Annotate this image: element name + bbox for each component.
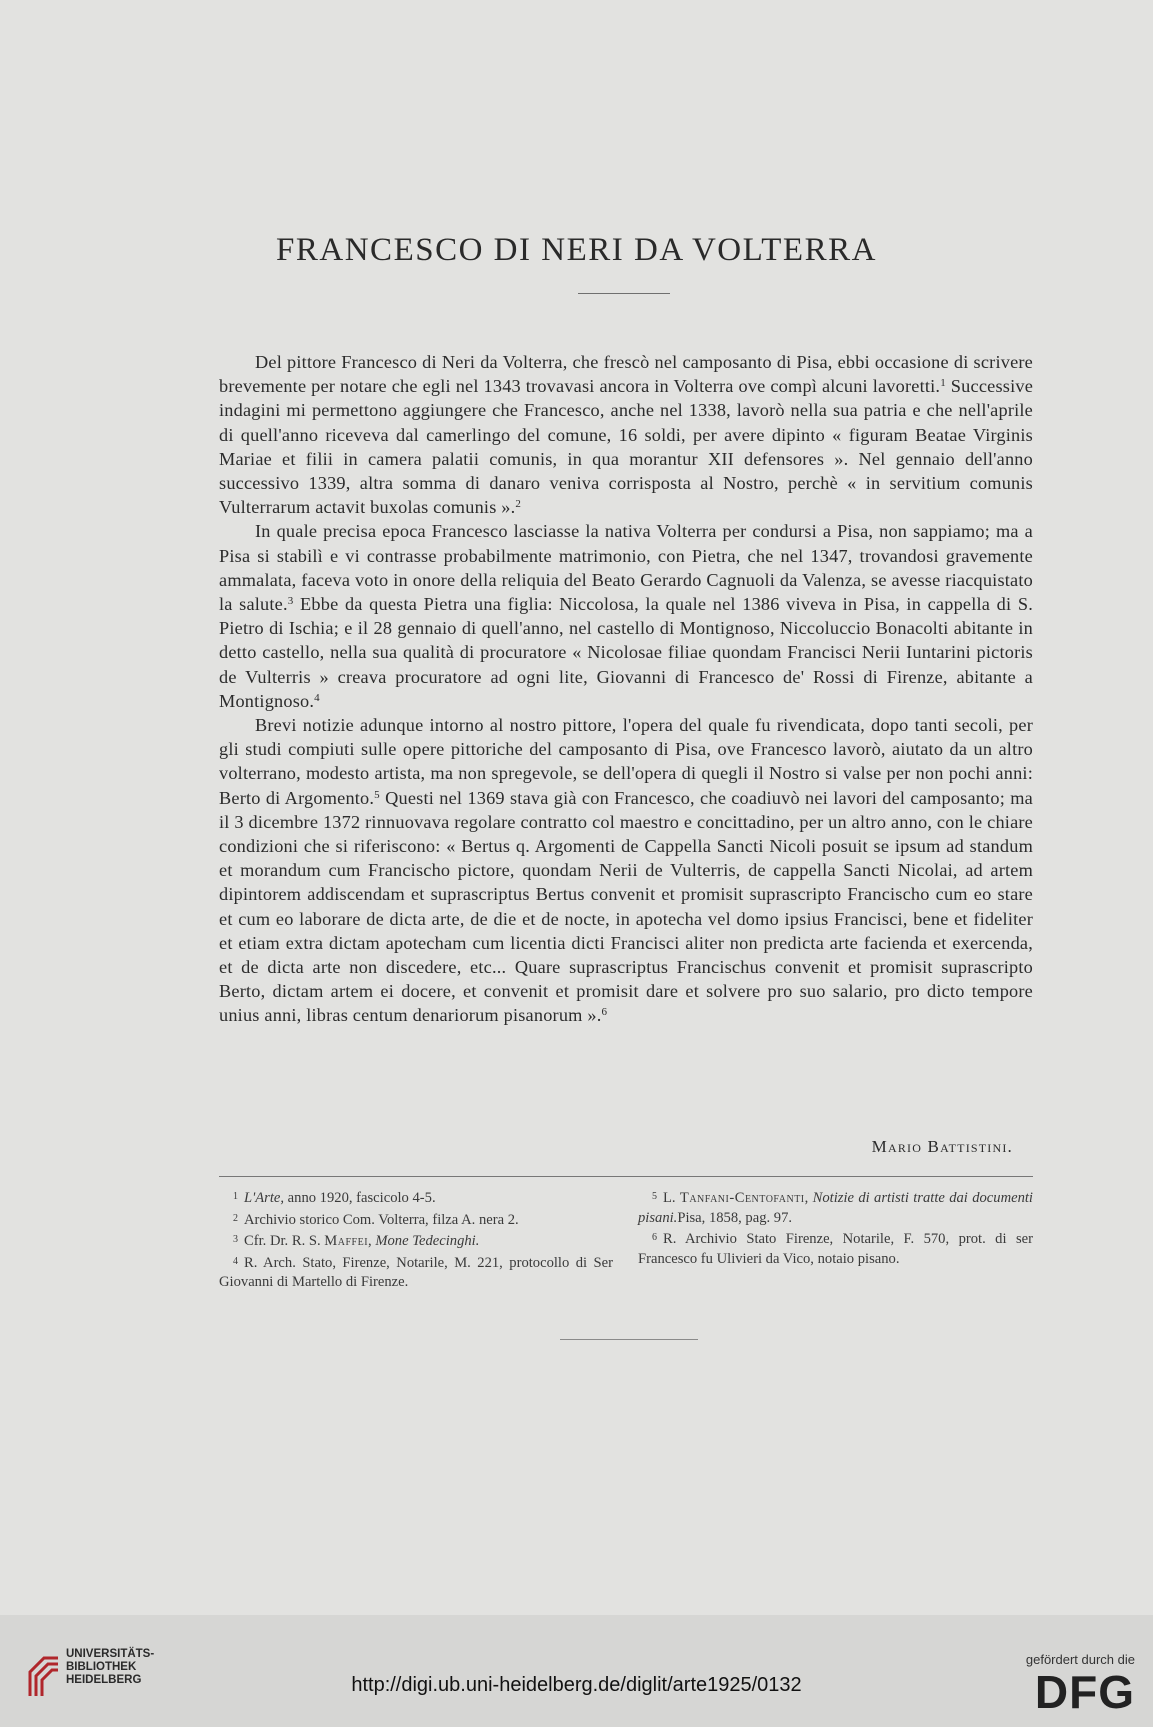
footnote (219, 1252, 613, 1293)
footnote (219, 1230, 613, 1252)
paragraph-text: Brevi notizie adunque intorno al nostro pittore, l'opera del quale fu rivendicata, dopo tanti secoli, per gli studi compiuti sulle opere pittoriche del camposanto di Pisa, ove Francesco lavorò, aiutato da un altro volterrano, modesto artista, ma non spregevole, se dell'opera di quegli il Nostro si valse per non pochi anni: Berto di Argomento. (219, 715, 1033, 808)
paragraph (219, 713, 1033, 1028)
paragraph (219, 350, 1033, 519)
footnote-text: Cfr. Dr. R. S. (244, 1233, 325, 1249)
footnote-marker[interactable]: 6 (601, 1006, 608, 1019)
footnote-number: 3 (233, 1234, 238, 1245)
paragraph-text: Questi nel 1369 stava già con Francesco, che coadiuvò nei lavori del camposanto; ma il 3 dicembre 1372 rinnuovava regolare contratto col maestro e concittadino, per un altro anno, con le chiare condizioni che si riferiscono: « Bertus q. Argomenti de Cappella Sancti Nicoli posuit se ipsum ad standum et morandum cum Francischo pictore, quondam Nerii de Vulterris, de cappella Sancti Nicolai, ad artem dipintorem addiscendam et suprascriptus Bertus convenit et promisit suprascripto Francischo cum eo stare et cum eo laborare de dicta arte, de die et de nocte, in apotecha vel domo ipsius Francisci, bene et fideliter et etiam extra dictam apotecham cum licentia dicti Francisci aliter non predicta arte facienda et exercenda, et de dicta arte non discedere, etc... Quare suprascriptus Francischus convenit et promisit suprascripto Berto, dictam artem ei docere, et convenit et promisit dare et solvere pro suo salario, pro dicto tempore unius anni, libras centum denariorum pisanorum ». (219, 787, 1033, 1026)
footnote-italic: Mone Tedecinghi. (375, 1233, 480, 1249)
footnote (638, 1228, 1033, 1269)
footnote-number: 5 (652, 1191, 657, 1202)
footnote-text: , (368, 1233, 376, 1249)
footnote-marker[interactable]: 2 (515, 498, 522, 511)
author-signature: Mario Battistini. (871, 1137, 1013, 1156)
footnote-number: 2 (233, 1212, 238, 1224)
library-line: HEIDELBERG (66, 1674, 142, 1686)
footnote-marker[interactable]: 1 (940, 377, 946, 390)
library-line: UNIVERSITÄTS- (66, 1648, 155, 1660)
footnote-text: anno 1920, fascicolo 4-5. (284, 1190, 436, 1206)
footnote-number: 1 (233, 1191, 238, 1202)
footnote-text: R. Archivio Stato Firenze, Notarile, F. 570, prot. di ser Francesco fu Ulivieri da Vico, notaio pisano. (638, 1231, 1033, 1267)
footnote-italic: L'Arte, (244, 1190, 285, 1206)
paragraph-text: Ebbe da questa Pietra una figlia: Niccolosa, la quale nel 1386 viveva in Pisa, in cappella di S. Pietro di Ischia; e il 28 gennaio di quell'anno, nel castello di Montignoso, Niccoluccio Bonacolti abitante in detto castello, nella sua qualità di procuratore « Nicolosae filiae quondam Francisci Nerii Iuntarini pictoris de Vulterris » creava procuratore ad ogni lite, Giovanni di Francesco de' Rossi di Firenze, abitante a Montignoso. (219, 594, 1033, 711)
footnote-text: L. (663, 1190, 680, 1206)
footnote-number: 4 (233, 1255, 238, 1267)
title-divider (578, 293, 670, 294)
paragraph-text: In quale precisa epoca Francesco lasciasse la nativa Volterra per condursi a Pisa, non sappiamo; ma a Pisa si stabilì e vi contrasse probabilmente matrimonio, con Pietra, che nel 1347, trovandosi gravemente ammalata, faceva voto in onore della reliquia del Beato Gerardo Cagnuoli da Valenza, se avesse riacquistato la salute. (219, 521, 1033, 615)
footnote (638, 1187, 1033, 1228)
paragraph (219, 519, 1033, 713)
footnote-number: 6 (652, 1232, 657, 1243)
footnote-author: Maffei (324, 1233, 369, 1249)
footnotes-left-column (219, 1187, 613, 1293)
paragraph-text: Del pittore Francesco di Neri da Volterra, che frescò nel camposanto di Pisa, ebbi occasione di scrivere brevemente per notare che egli nel 1343 trovavasi ancora in Volterra ove compì alcuni lavoretti. (219, 352, 1033, 397)
footnotes-right-column (638, 1187, 1033, 1269)
dfg-logo: DFG (1034, 1666, 1135, 1718)
footnote (219, 1187, 613, 1209)
footnote-author: Tanfani-Centofanti (679, 1190, 805, 1206)
footnote-text: , (804, 1190, 813, 1206)
footnote-divider (219, 1176, 1033, 1177)
article-body (219, 350, 1033, 1028)
footnote-marker[interactable]: 3 (287, 595, 294, 608)
footnote-italic: Notizie di artisti tratte dai documenti pisani. (638, 1190, 1033, 1226)
footnote-text: Pisa, 1858, pag. 97. (677, 1209, 793, 1226)
end-divider (560, 1339, 698, 1340)
library-line: BIBLIOTHEK (66, 1661, 137, 1673)
page-title: FRANCESCO DI NERI DA VOLTERRA (276, 232, 877, 268)
source-url-link[interactable]: http://digi.ub.uni-heidelberg.de/diglit/arte1925/0132 (351, 1674, 802, 1696)
footnote-marker[interactable]: 5 (374, 788, 380, 801)
footnote (219, 1209, 613, 1231)
paragraph-text: Successive indagini mi permettono aggiungere che Francesco, anche nel 1338, lavorò nella sua patria e che nell'aprile di quell'anno riceveva dal camerlingo del comune, 16 soldi, per avere dipinto « figuram Beatae Virginis Mariae et filii in camera palatii comunis, in qua morantur XII defensores ». Nel gennaio dell'anno successivo 1339, altra somma di danaro veniva corrisposta al Nostro, perchè « in servitium comunis Vulterrarum actavit buxolas comunis ». (219, 376, 1034, 518)
footnote-text: R. Arch. Stato, Firenze, Notarile, M. 221, protocollo di Ser Giovanni di Martello di Firenze. (219, 1254, 613, 1290)
funding-note: gefördert durch die (1025, 1652, 1135, 1667)
footnote-text: Archivio storico Com. Volterra, filza A. nera 2. (244, 1211, 519, 1228)
digitization-footer (0, 1615, 1153, 1727)
footnote-marker[interactable]: 4 (314, 691, 320, 704)
